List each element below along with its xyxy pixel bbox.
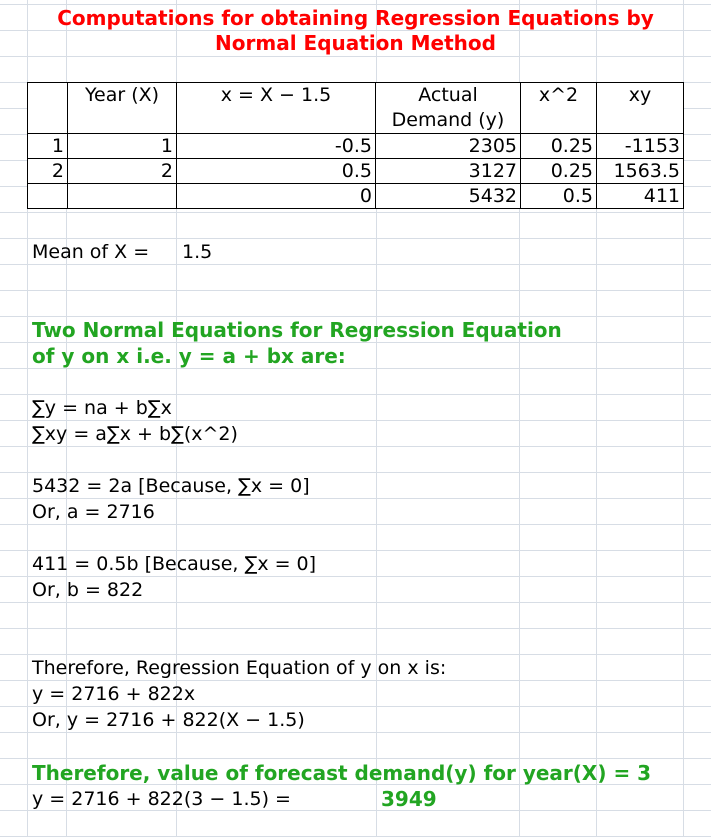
- grid-row-line: [0, 290, 711, 291]
- mean-value[interactable]: 1.5: [182, 241, 213, 263]
- forecast-expression[interactable]: y = 2716 + 822(3 − 1.5) =: [32, 788, 291, 810]
- header-x-squared[interactable]: x^2: [521, 83, 597, 134]
- cell-demand-total[interactable]: 5432: [376, 184, 521, 209]
- forecast-heading[interactable]: Therefore, value of forecast demand(y) for year(X) = 3: [32, 761, 652, 785]
- title-line-2: Normal Equation Method: [215, 31, 496, 55]
- result-intro[interactable]: Therefore, Regression Equation of y on x is:: [32, 657, 447, 679]
- table-header-row: [28, 83, 684, 134]
- grid-row-line: [0, 56, 711, 57]
- grid-row-line: [0, 758, 711, 759]
- cell-year[interactable]: 1: [68, 134, 177, 159]
- table-row: [28, 159, 684, 184]
- forecast-row: [32, 786, 632, 812]
- forecast-value[interactable]: 3949: [381, 787, 437, 811]
- cell-index[interactable]: 1: [28, 134, 68, 159]
- cell-x-squared[interactable]: 0.25: [521, 134, 597, 159]
- mean-row: [32, 239, 213, 265]
- cell-year[interactable]: 2: [68, 159, 177, 184]
- mean-label[interactable]: Mean of X =: [32, 241, 150, 263]
- cell-xy-total[interactable]: 411: [597, 184, 684, 209]
- header-xy[interactable]: xy: [597, 83, 684, 134]
- cell-demand[interactable]: 2305: [376, 134, 521, 159]
- result-equation-1[interactable]: y = 2716 + 822x: [32, 683, 196, 705]
- header-actual-demand[interactable]: [376, 83, 521, 134]
- cell-x-squared-total[interactable]: 0.5: [521, 184, 597, 209]
- normal-heading-2[interactable]: of y on x i.e. y = a + bx are:: [32, 344, 346, 368]
- cell-x-total[interactable]: 0: [177, 184, 376, 209]
- solve-a-step-1[interactable]: 5432 = 2a [Because, ∑x = 0]: [32, 475, 310, 497]
- header-actual-line2: Demand (y): [391, 109, 505, 131]
- table-row: [28, 134, 684, 159]
- computation-table: [27, 82, 684, 209]
- normal-heading-1[interactable]: Two Normal Equations for Regression Equation: [32, 318, 562, 342]
- cell-x-squared[interactable]: 0.25: [521, 159, 597, 184]
- solve-b-step-1[interactable]: 411 = 0.5b [Because, ∑x = 0]: [32, 553, 317, 575]
- table-total-row: [28, 184, 684, 209]
- cell-demand[interactable]: 3127: [376, 159, 521, 184]
- cell-index[interactable]: 2: [28, 159, 68, 184]
- header-actual-line1: Actual: [418, 84, 478, 106]
- grid-row-line: [0, 628, 711, 629]
- normal-equation-1[interactable]: ∑y = na + b∑x: [32, 397, 172, 419]
- header-x[interactable]: x = X − 1.5: [177, 83, 376, 134]
- cell-x[interactable]: 0.5: [177, 159, 376, 184]
- solve-b-step-2[interactable]: Or, b = 822: [32, 579, 144, 601]
- header-year[interactable]: Year (X): [68, 83, 177, 134]
- solve-a-step-2[interactable]: Or, a = 2716: [32, 501, 155, 523]
- header-index[interactable]: [28, 83, 68, 134]
- cell-year[interactable]: [68, 184, 177, 209]
- cell-xy[interactable]: -1153: [597, 134, 684, 159]
- cell-xy[interactable]: 1563.5: [597, 159, 684, 184]
- normal-equation-2[interactable]: ∑xy = a∑x + b∑(x^2): [32, 423, 238, 445]
- title-line-1: Computations for obtaining Regression Equations by: [57, 6, 654, 30]
- grid-row-line: [0, 212, 711, 213]
- result-equation-2[interactable]: Or, y = 2716 + 822(X − 1.5): [32, 709, 305, 731]
- grid-row-line: [0, 4, 711, 5]
- cell-index[interactable]: [28, 184, 68, 209]
- cell-x[interactable]: -0.5: [177, 134, 376, 159]
- sheet-title: [0, 6, 711, 56]
